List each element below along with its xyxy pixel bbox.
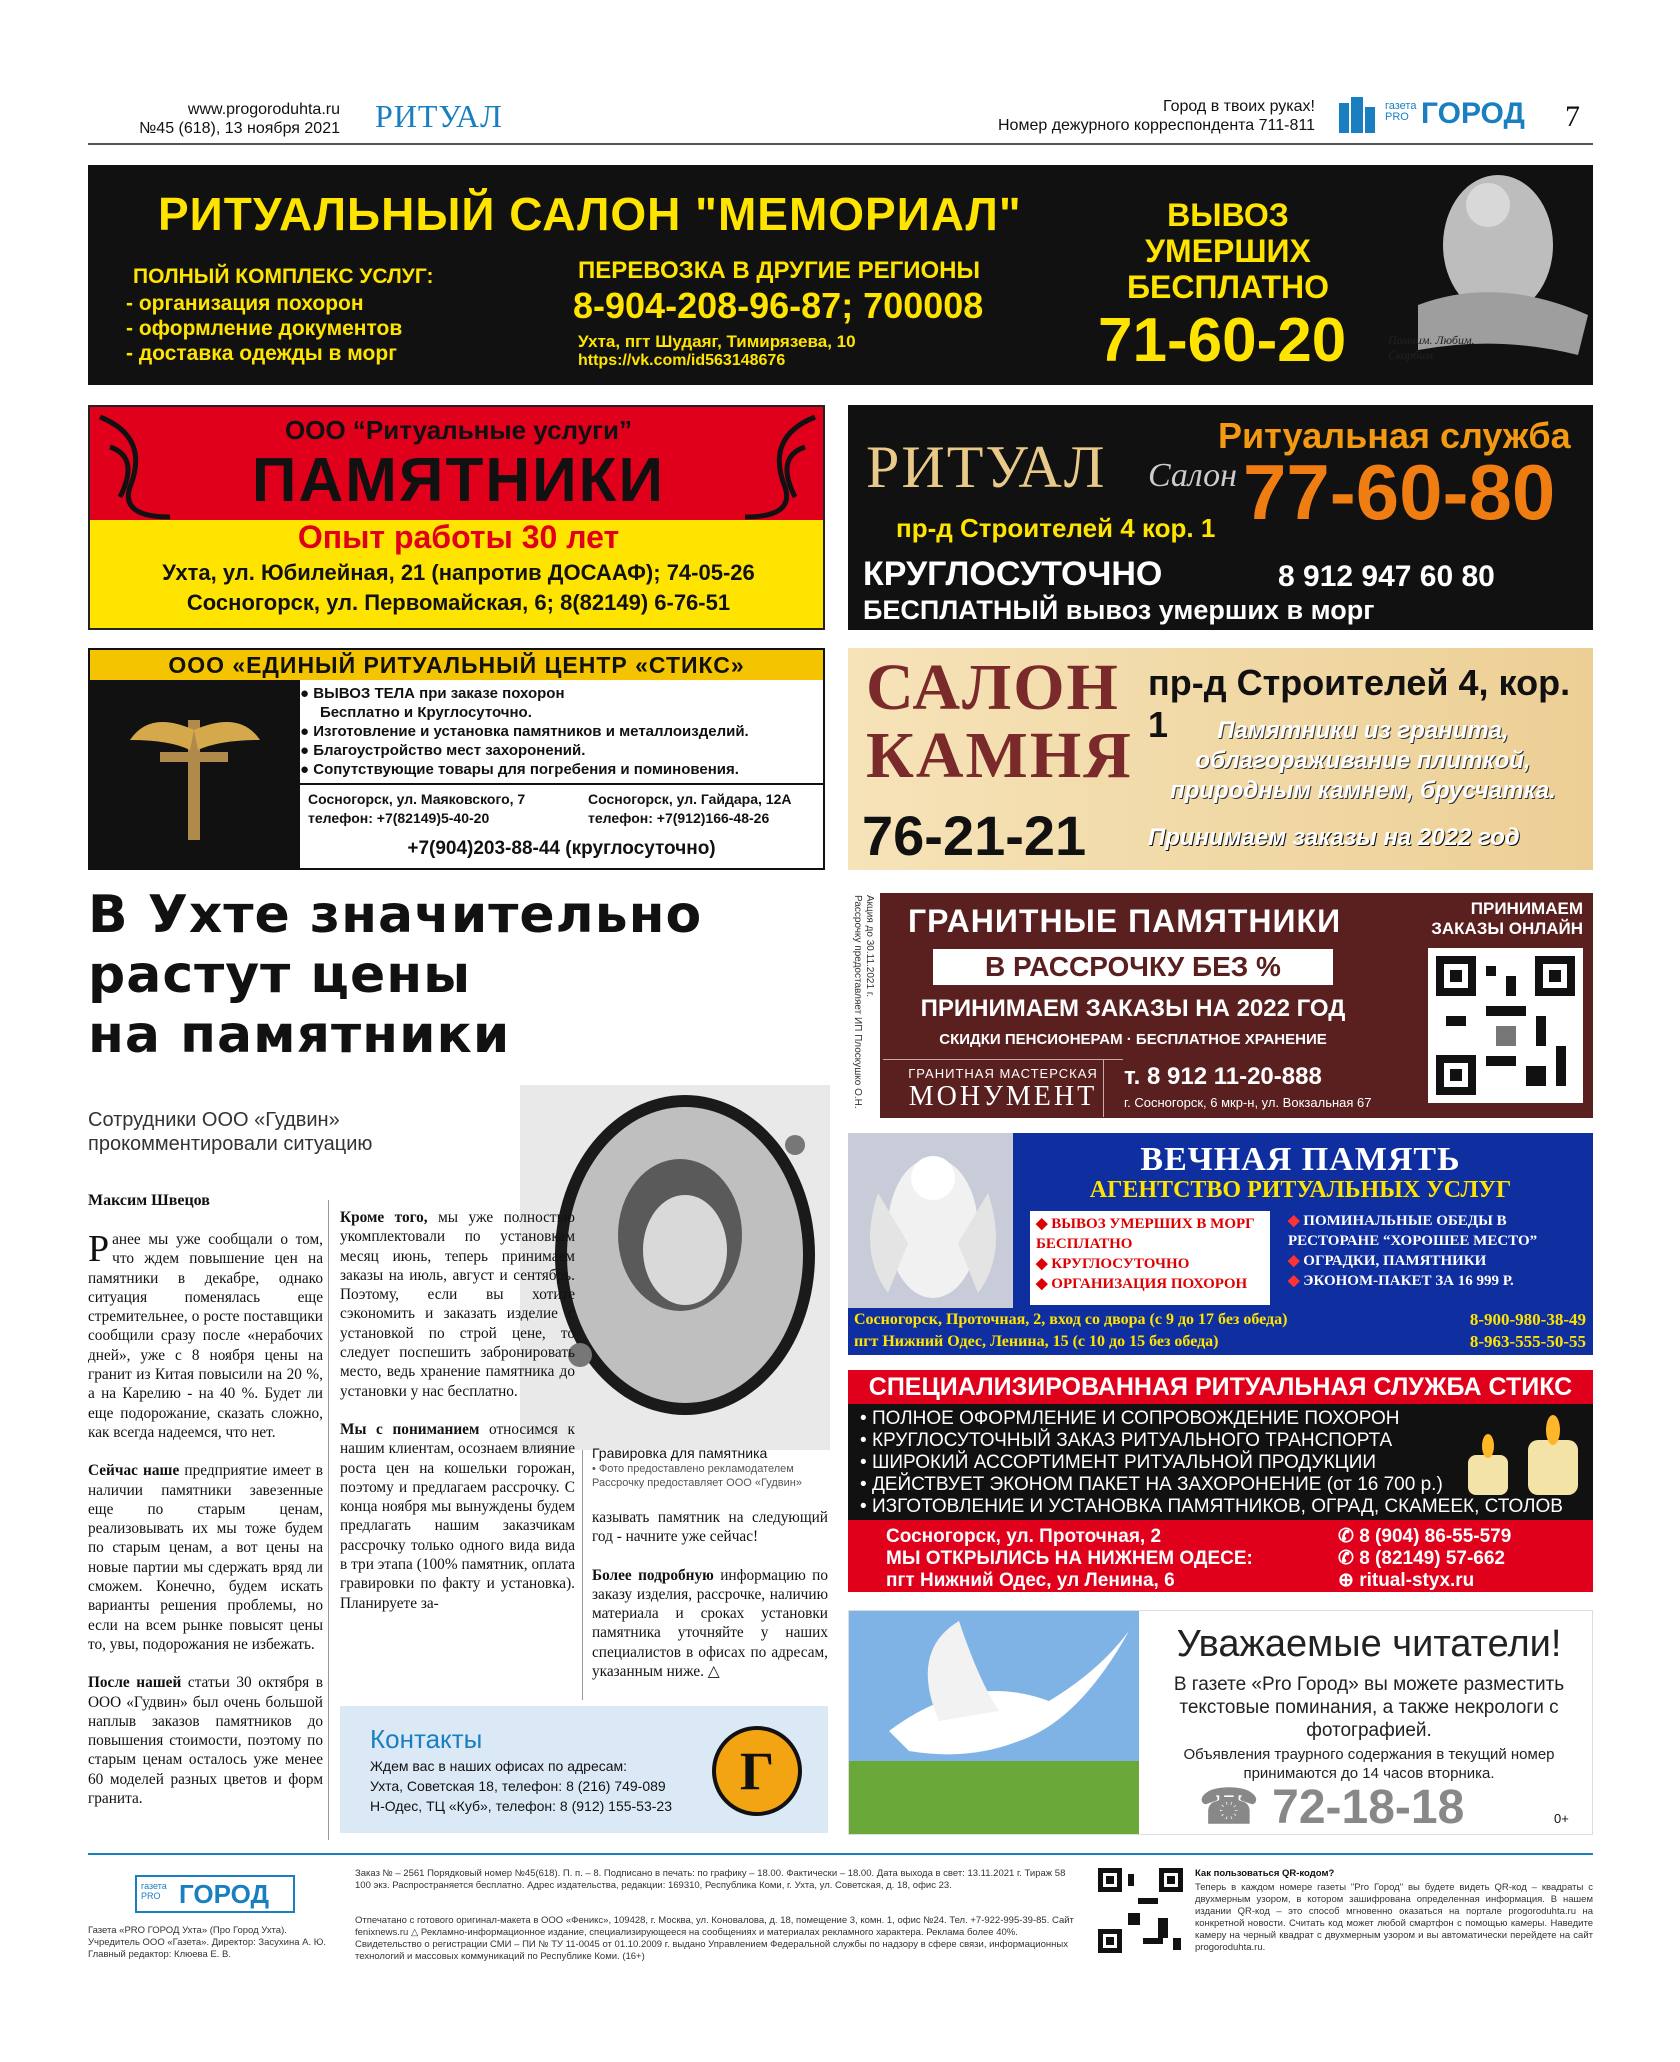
readers-phone: 72-18-18 xyxy=(1272,1781,1465,1834)
memorial-address: Ухта, пгт Шудаяг, Тимирязева, 10 xyxy=(578,332,856,351)
rubric-title: РИТУАЛ xyxy=(375,98,503,134)
styx-item: Сопутствующие товары для погребения и поминовения. xyxy=(313,761,739,778)
styx-phone: +7(904)203-88-44 (круглосуточно) xyxy=(407,838,716,859)
footer-print: Отпечатано с готового оригинал-макета в ООО «Феникс», 109428, г. Москва, ул. Коновалова, д. 18, помещение 3, комн. 1, офис №24. Тел. +7-922-995-39-85. Сайт fenixnews.ru △ Рекламно-информационное издание, специализирующееся на сообщениях и материалах рекламного характера. Реклама более 40%. Свидетельство о регистрации СМИ – ПИ № ТУ 11-0045 от 01.10.2009 г. выдано Управлением Федеральной службы по надзору в сфере связи, информационных технологий и массовых коммуникаций по Республике Коми. (16+) xyxy=(355,1915,1074,1962)
vechnaya-phone: 8-963-555-50-55 xyxy=(1469,1332,1586,1351)
contacts-box xyxy=(340,1706,828,1833)
paragraph-lead: После нашей xyxy=(88,1674,182,1692)
angel-icon xyxy=(848,1133,1013,1308)
memorial-plaque: Помним. Любим. Скорбим. xyxy=(1388,333,1475,362)
ad-styx xyxy=(88,648,825,870)
workshop-brand: МОНУМЕНТ xyxy=(908,1081,1098,1112)
styx2-addr: пгт Нижний Одес, ул Ленина, 6 xyxy=(886,1570,1175,1591)
vechnaya-phone: 8-900-980-38-49 xyxy=(1469,1310,1586,1329)
monument-qr[interactable] xyxy=(1428,948,1583,1103)
dropcap: Р xyxy=(88,1228,110,1270)
photo-credit: • Фото предоставлено рекламодателем xyxy=(592,1463,794,1475)
ad-ritual xyxy=(848,405,1593,630)
styx2-addresses xyxy=(886,1526,1253,1592)
article-text: относимся к нашим клиентам, осознаем влияние роста цен на кошельки горожан, поэтому и предлагаем рассрочку. С конца ноября мы вынуждены будем предлагать нашим заказчикам рассрочку только одного вида вида в три этапа (100% памятник, оплата гравировки по факту и установка). Планируете за- xyxy=(340,1420,575,1612)
ad-readers xyxy=(848,1610,1593,1835)
readers-note: Объявления траурного содержания в текущий номер принимаются до 14 часов вторника. xyxy=(1183,1746,1555,1782)
styx2-item: ШИРОКИЙ АССОРТИМЕНТ РИТУАЛЬНОЙ ПРОДУКЦИИ xyxy=(871,1452,1377,1473)
styx-item: ВЫВОЗ ТЕЛА при заказе похорон xyxy=(313,685,565,702)
styx2-item: ДЕЙСТВУЕТ ЭКОНОМ ПАКЕТ НА ЗАХОРОНЕНИЕ (от 16 700 р.) xyxy=(871,1474,1443,1495)
globe-icon: ⊕ xyxy=(1338,1570,1354,1591)
styx2-title: СПЕЦИАЛИЗИРОВАННАЯ РИТУАЛЬНАЯ СЛУЖБА СТИКС xyxy=(848,1370,1593,1404)
kamen-line: природным камнем, брусчатка. xyxy=(1170,777,1556,804)
styx-office2 xyxy=(588,790,792,828)
header-meta xyxy=(110,100,340,138)
vechnaya-left-items: ◆ ВЫВОЗ УМЕРШИХ В МОРГ БЕСПЛАТНО ◆ КРУГЛОСУТОЧНО ◆ ОРГАНИЗАЦИЯ ПОХОРОН xyxy=(1030,1211,1270,1305)
memorial-title: РИТУАЛЬНЫЙ САЛОН "МЕМОРИАЛ" xyxy=(158,188,1022,240)
page-number: 7 xyxy=(1565,100,1580,133)
monument-discount: СКИДКИ ПЕНСИОНЕРАМ · БЕСПЛАТНОЕ ХРАНЕНИЕ xyxy=(939,1031,1327,1048)
styx2-item: ПОЛНОЕ ОФОРМЛЕНИЕ И СОПРОВОЖДЕНИЕ ПОХОРОН xyxy=(871,1408,1400,1429)
ritual-phone: 77-60-80 xyxy=(1243,448,1556,536)
footer-logo-big: ГОРОД xyxy=(179,1879,270,1909)
article-text: мы уже полностью укомплектовали по установкам месяц июнь, теперь принимаем заказы на июль, август и сентябрь. Поэтому, если вы хотите сэкономить и заказать изделие с установкой по строй цене, то следует поспешить забронировать место, ведь хранение памятника до установки у нас бесплатно. xyxy=(340,1209,575,1400)
pickup-line: БЕСПЛАТНО xyxy=(1127,269,1329,305)
ad-monument xyxy=(848,893,1593,1118)
vechnaya-item: ЭКОНОМ-ПАКЕТ ЗА 16 999 Р. xyxy=(1303,1273,1514,1289)
candles-icon xyxy=(1448,1410,1588,1500)
pickup-line: УМЕРШИХ xyxy=(1145,233,1311,269)
vechnaya-item: ВЫВОЗ УМЕРШИХ В МОРГ БЕСПЛАТНО xyxy=(1036,1216,1255,1252)
styx-tel: телефон: +7(82149)5-40-20 xyxy=(308,810,490,826)
dove-icon xyxy=(849,1611,1139,1835)
logo-small: газета PRO xyxy=(1385,100,1417,123)
monument-contacts xyxy=(1103,1059,1403,1117)
site-url[interactable]: www.progoroduhta.ru xyxy=(187,101,340,118)
paragraph-lead: Мы с пониманием xyxy=(340,1420,480,1438)
qr-title: Как пользоваться QR-кодом? xyxy=(1195,1868,1335,1879)
styx2-phone: 8 (82149) 57-662 xyxy=(1359,1548,1505,1569)
ritual-hours: КРУГЛОСУТОЧНО xyxy=(863,555,1163,593)
vechnaya-subtitle: АГЕНТСТВО РИТУАЛЬНЫХ УСЛУГ xyxy=(1089,1177,1512,1203)
vechnaya-addr: пгт Нижний Одес, Ленина, 15 (с 10 до 15 без обеда) xyxy=(854,1333,1219,1350)
vechnaya-phones xyxy=(1408,1309,1586,1353)
memorial-pickup xyxy=(1088,197,1368,305)
readers-text: В газете «Pro Город» вы можете разместить текстовые поминания, а также некрологи с фотографией. xyxy=(1173,1674,1565,1741)
headline-line: В Ухте значительно xyxy=(88,885,703,945)
article-headline xyxy=(88,885,808,1065)
angel-image xyxy=(848,1133,1013,1308)
kamen-title1: САЛОН xyxy=(866,651,1120,724)
kamen-phone: 76-21-21 xyxy=(862,804,1087,867)
kamen-line: Памятники из гранита, xyxy=(1217,717,1509,744)
vechnaya-addr: Сосногорск, Проточная, 2, вход со двора (с 9 до 17 без обеда) xyxy=(854,1311,1288,1328)
workshop-label: ГРАНИТНАЯ МАСТЕРСКАЯ xyxy=(908,1066,1098,1081)
vechnaya-title: ВЕЧНАЯ ПАМЯТЬ xyxy=(1140,1141,1461,1178)
footer-logo xyxy=(135,1875,295,1913)
logo-big: ГОРОД xyxy=(1421,97,1525,130)
photo-caption: Гравировка для памятника xyxy=(592,1445,768,1461)
ad-styx2 xyxy=(848,1370,1593,1592)
vechnaya-item: ОРГАНИЗАЦИЯ ПОХОРОН xyxy=(1051,1276,1248,1292)
contacts-intro: Ждем вас в наших офисах по адресам: xyxy=(370,1758,628,1774)
phone-icon: ✆ xyxy=(1338,1526,1354,1547)
contacts-line: Н-Одес, ТЦ «Куб», телефон: 8 (912) 155-53-23 xyxy=(370,1798,672,1814)
monument-title: ГРАНИТНЫЕ ПАМЯТНИКИ xyxy=(908,903,1342,939)
kamen-line: облагораживание плиткой, xyxy=(1195,747,1531,774)
city-logo-icon xyxy=(1335,95,1381,139)
service-item: - организация похорон xyxy=(126,292,364,315)
ad-vechnaya xyxy=(848,1133,1593,1355)
memorial-pickup-phone: 71-60-20 xyxy=(1098,306,1347,375)
footer-divider xyxy=(88,1853,1593,1855)
styx-tel: телефон: +7(912)166-48-26 xyxy=(588,810,770,826)
styx-office1 xyxy=(308,790,525,828)
pamyatniki-address: Ухта, ул. Юбилейная, 21 (напротив ДОСААФ); 74-05-26 xyxy=(162,560,755,585)
styx2-footer xyxy=(848,1520,1593,1592)
styx2-addr: Сосногорск, ул. Проточная, 2 xyxy=(886,1526,1162,1547)
article-column-2 xyxy=(340,1208,575,1632)
kamen-title xyxy=(866,651,1133,792)
memorial-services xyxy=(126,291,402,366)
goodwin-logo: Г xyxy=(712,1726,802,1816)
styx2-item: ИЗГОТОВЛЕНИЕ И УСТАНОВКА ПАМЯТНИКОВ, ОГРАД, СКАМЕЕК, СТОЛОВ xyxy=(871,1496,1563,1517)
pamyatniki-experience: Опыт работы 30 лет xyxy=(297,519,620,555)
styx-title: ООО «ЕДИНЫЙ РИТУАЛЬНЫЙ ЦЕНТР «СТИКС» xyxy=(90,650,823,680)
headline-line: растут цены xyxy=(88,945,472,1005)
readers-title: Уважаемые читатели! xyxy=(1176,1623,1562,1665)
ritual-free-rest: вывоз умерших в морг xyxy=(1065,595,1375,625)
article-text: статьи 30 октября в ООО «Гудвин» был очень большой наплыв заказов памятников до повышения стоимости, поэтому по старым ценам осталось уже менее 60 моделей разных цветов и форм гранита. xyxy=(88,1674,323,1808)
styx2-contacts xyxy=(1338,1526,1511,1592)
monument-installment: В РАССРОЧКУ БЕЗ % xyxy=(933,949,1333,985)
footer-credits: Газета «PRO ГОРОД Ухта» (Про Город Ухта). Учредитель ООО «Газета». Директор: Засухина А. Ю. Главный редактор: Клюева Е. В. xyxy=(88,1925,326,1960)
contacts-line: Ухта, Советская 18, телефон: 8 (216) 749-089 xyxy=(370,1778,666,1794)
ritual-brand-sub: Салон xyxy=(1148,457,1238,494)
photo-credits xyxy=(592,1462,802,1490)
ritual-mobile: 8 912 947 60 80 xyxy=(1278,560,1495,593)
vechnaya-right-items: ◆ ПОМИНАЛЬНЫЕ ОБЕДЫ В РЕСТОРАНЕ “ХОРОШЕЕ МЕСТО” ◆ ОГРАДКИ, ПАМЯТНИКИ ◆ ЭКОНОМ-ПАКЕТ ЗА 16 999 Р. xyxy=(1288,1213,1538,1289)
phone-icon: ✆ xyxy=(1338,1548,1354,1569)
contacts-lines xyxy=(370,1756,672,1816)
qr-code-icon xyxy=(1436,956,1575,1095)
pickup-line: ВЫВОЗ xyxy=(1167,197,1289,233)
qr-code-icon xyxy=(1098,1868,1183,1953)
kamen-title2: КАМНЯ xyxy=(866,719,1133,792)
cross-wings-icon xyxy=(90,680,300,868)
styx2-site[interactable]: ritual-styx.ru xyxy=(1359,1570,1475,1591)
monument-address: г. Сосногорск, 6 мкр-н, ул. Вокзальная 67 xyxy=(1124,1095,1372,1110)
vechnaya-item: ПОМИНАЛЬНЫЕ ОБЕДЫ В РЕСТОРАНЕ “ХОРОШЕЕ МЕСТО” xyxy=(1288,1213,1538,1249)
styx-items: ● ВЫВОЗ ТЕЛА при заказе похорон Бесплатно и Круглосуточно. ● Изготовление и установка памятников и металлоизделий. ● Благоустройство мест захоронений. ● Сопутствующие товары для погребения и поминовения. xyxy=(300,684,820,779)
headline-line: на памятники xyxy=(88,1005,511,1065)
slogan: Город в твоих руках! xyxy=(1162,98,1315,115)
styx2-addr: МЫ ОТКРЫЛИСЬ НА НИЖНЕМ ОДЕСЕ: xyxy=(886,1548,1253,1569)
styx2-items: • ПОЛНОЕ ОФОРМЛЕНИЕ И СОПРОВОЖДЕНИЕ ПОХОРОН • КРУГЛОСУТОЧНЫЙ ЗАКАЗ РИТУАЛЬНОГО ТРАНСПОРТА • ШИРОКИЙ АССОРТИМЕНТ РИТУАЛЬНОЙ ПРОДУКЦИИ • ДЕЙСТВУЕТ ЭКОНОМ ПАКЕТ НА ЗАХОРОНЕНИЕ (от 16 700 р.) • ИЗГОТОВЛЕНИЕ И УСТАНОВКА ПАМЯТНИКОВ, ОГРАД, СКАМЕЕК, СТОЛОВ xyxy=(860,1408,1563,1517)
styx-item: Благоустройство мест захоронений. xyxy=(313,742,586,759)
duty-phone: Номер дежурного корреспондента 711-811 xyxy=(998,117,1315,134)
photo-credit: Рассрочку предоставляет ООО «Гудвин» xyxy=(592,1477,802,1489)
footer-order: Заказ № – 2561 Порядковый номер №45(618). П. п. – 8. Подписано в печать: по графику – 18.00. Фактически – 18.00. Дата выхода в свет: 13.11.2021 г. Тираж 58 100 экз. Распространяется бесплатно. Адрес издательства, редакции: 169310, Республика Коми, г. Ухта, ул. Советская, д. 18, офис 23. xyxy=(355,1868,1066,1891)
header-slogan xyxy=(900,97,1315,135)
age-rating: 0+ xyxy=(1554,1811,1569,1826)
styx-item: Изготовление и установка памятников и металлоизделий. xyxy=(313,723,749,740)
styx-addr: Сосногорск, ул. Гайдара, 12А xyxy=(588,791,792,807)
memorial-services-title: ПОЛНЫЙ КОМПЛЕКС УСЛУГ: xyxy=(133,265,434,288)
article-column-3 xyxy=(592,1508,828,1700)
monument-brand xyxy=(883,1059,1123,1117)
article-text: казывать памятник на следующий год - начните уже сейчас! xyxy=(592,1509,828,1546)
ad-pamyatniki xyxy=(88,405,825,630)
pamyatniki-address: Сосногорск, ул. Первомайская, 6; 8(82149) 6-76-51 xyxy=(186,590,731,615)
kamen-address: пр-д Строителей 4, кор. 1 xyxy=(1148,662,1571,745)
newspaper-logo xyxy=(1335,95,1545,139)
footer-qr[interactable] xyxy=(1098,1868,1183,1953)
ad-kamen xyxy=(848,648,1593,870)
monument-side xyxy=(848,893,880,1118)
qr-text: Теперь в каждом номере газеты "Pro Город" вы будете видеть QR-код – квадраты с двухмерным узором, в котором зашифрована определенная информация. В нашем издании QR-код – это способ мгновенно оказаться на портале progoroduhta.ru на конкретной новости. Считать код может любой смартфон с помощью камеры. Наведите камеру на черный квадрат с двухмерным узором и вы автоматически перейдете на сайт progoroduhta.ru. xyxy=(1195,1882,1593,1953)
monument-side-text xyxy=(851,895,875,1115)
article-text: предприятие имеет в наличии памятники завезенные еще по старым ценам, реализовывать их мы тоже будем по старым ценам, а вот цены на новые партии мы сдержать вряд ли сможем. Конечно, будем искать варианты решения проблемы, но если на всем рынке повысят цены то, увы, подорожания не избежать. xyxy=(88,1462,323,1653)
side-line: Акция до 30.11.2021 г. xyxy=(864,895,875,998)
ritual-free-bold: БЕСПЛАТНЫЙ xyxy=(863,595,1059,625)
vechnaya-item: КРУГЛОСУТОЧНО xyxy=(1051,1256,1190,1272)
memorial-transport: ПЕРЕВОЗКА В ДРУГИЕ РЕГИОНЫ xyxy=(578,257,980,284)
ritual-brand: РИТУАЛ xyxy=(866,434,1107,500)
styx2-item: КРУГЛОСУТОЧНЫЙ ЗАКАЗ РИТУАЛЬНОГО ТРАНСПОРТА xyxy=(871,1430,1393,1451)
phone-icon: ☎ xyxy=(1199,1781,1259,1834)
styx-image xyxy=(90,680,300,868)
paragraph-lead: Кроме того, xyxy=(340,1209,428,1226)
styx2-phone: 8 (904) 86-55-579 xyxy=(1359,1526,1512,1547)
memorial-link[interactable]: https://vk.com/id563148676 xyxy=(578,352,786,369)
kamen-orders: Принимаем заказы на 2022 год xyxy=(1148,824,1520,851)
ad-memorial xyxy=(88,165,1593,385)
article-text: анее мы уже сообщали о том, что ждем повышение цен на памятники в декабре, однако ситуация поменялась еще стремительнее, о росте поставщики сообщили сразу после «нерабочих дней», уже с 8 ноября цены на гранит из Китая повысили на 20 %, а на Карелию - на 40 %. Будет ли еще подорожание, сказать сложно, как всегда надеемся, что нет. xyxy=(88,1231,323,1441)
memorial-phones: 8-904-208-96-87; 700008 xyxy=(573,285,984,326)
side-line: Рассрочку предоставляет ИП Плоскушко О.Н. xyxy=(852,895,863,1109)
vechnaya-addresses xyxy=(854,1309,1287,1353)
pamyatniki-company: ООО “Ритуальные услуги” xyxy=(285,415,632,445)
header-divider xyxy=(88,143,1593,145)
service-item: - доставка одежды в морг xyxy=(126,342,397,365)
article-column-1 xyxy=(88,1230,323,1827)
service-item: - оформление документов xyxy=(126,317,403,340)
vechnaya-item: ОГРАДКИ, ПАМЯТНИКИ xyxy=(1303,1253,1487,1269)
contacts-title: Контакты xyxy=(370,1724,483,1754)
styx-addr: Сосногорск, ул. Маяковского, 7 xyxy=(308,791,526,807)
ritual-address: пр-д Строителей 4 кор. 1 xyxy=(896,513,1216,543)
paragraph-lead: Сейчас наше xyxy=(88,1462,180,1480)
styx-item: Бесплатно и Круглосуточно. xyxy=(320,704,532,721)
article-subhead: Сотрудники ООО «Гудвин» прокомментировали ситуацию xyxy=(88,1109,373,1155)
monument-phone: т. 8 912 11-20-888 xyxy=(1124,1063,1322,1090)
footer-logo-small: газета PRO xyxy=(141,1881,167,1901)
pamyatniki-title: ПАМЯТНИКИ xyxy=(251,446,666,515)
ritual-service: Ритуальная служба xyxy=(1218,415,1571,456)
issue-info: №45 (618), 13 ноября 2021 xyxy=(139,120,340,137)
monument-online: ПРИНИМАЕМ ЗАКАЗЫ ОНЛАЙН xyxy=(1431,899,1583,938)
article-text: информацию по заказу изделия, рассрочке, наличию материала и сроках установки памятника уточняйте у наших специалистов в офисах по адресам, указанным ниже. △ xyxy=(592,1566,828,1681)
paragraph-lead: Более подробную xyxy=(592,1566,714,1584)
article-author: Максим Швецов xyxy=(88,1192,210,1209)
monument-orders: ПРИНИМАЕМ ЗАКАЗЫ НА 2022 ГОД xyxy=(920,995,1346,1022)
kamen-lines xyxy=(1138,716,1588,806)
